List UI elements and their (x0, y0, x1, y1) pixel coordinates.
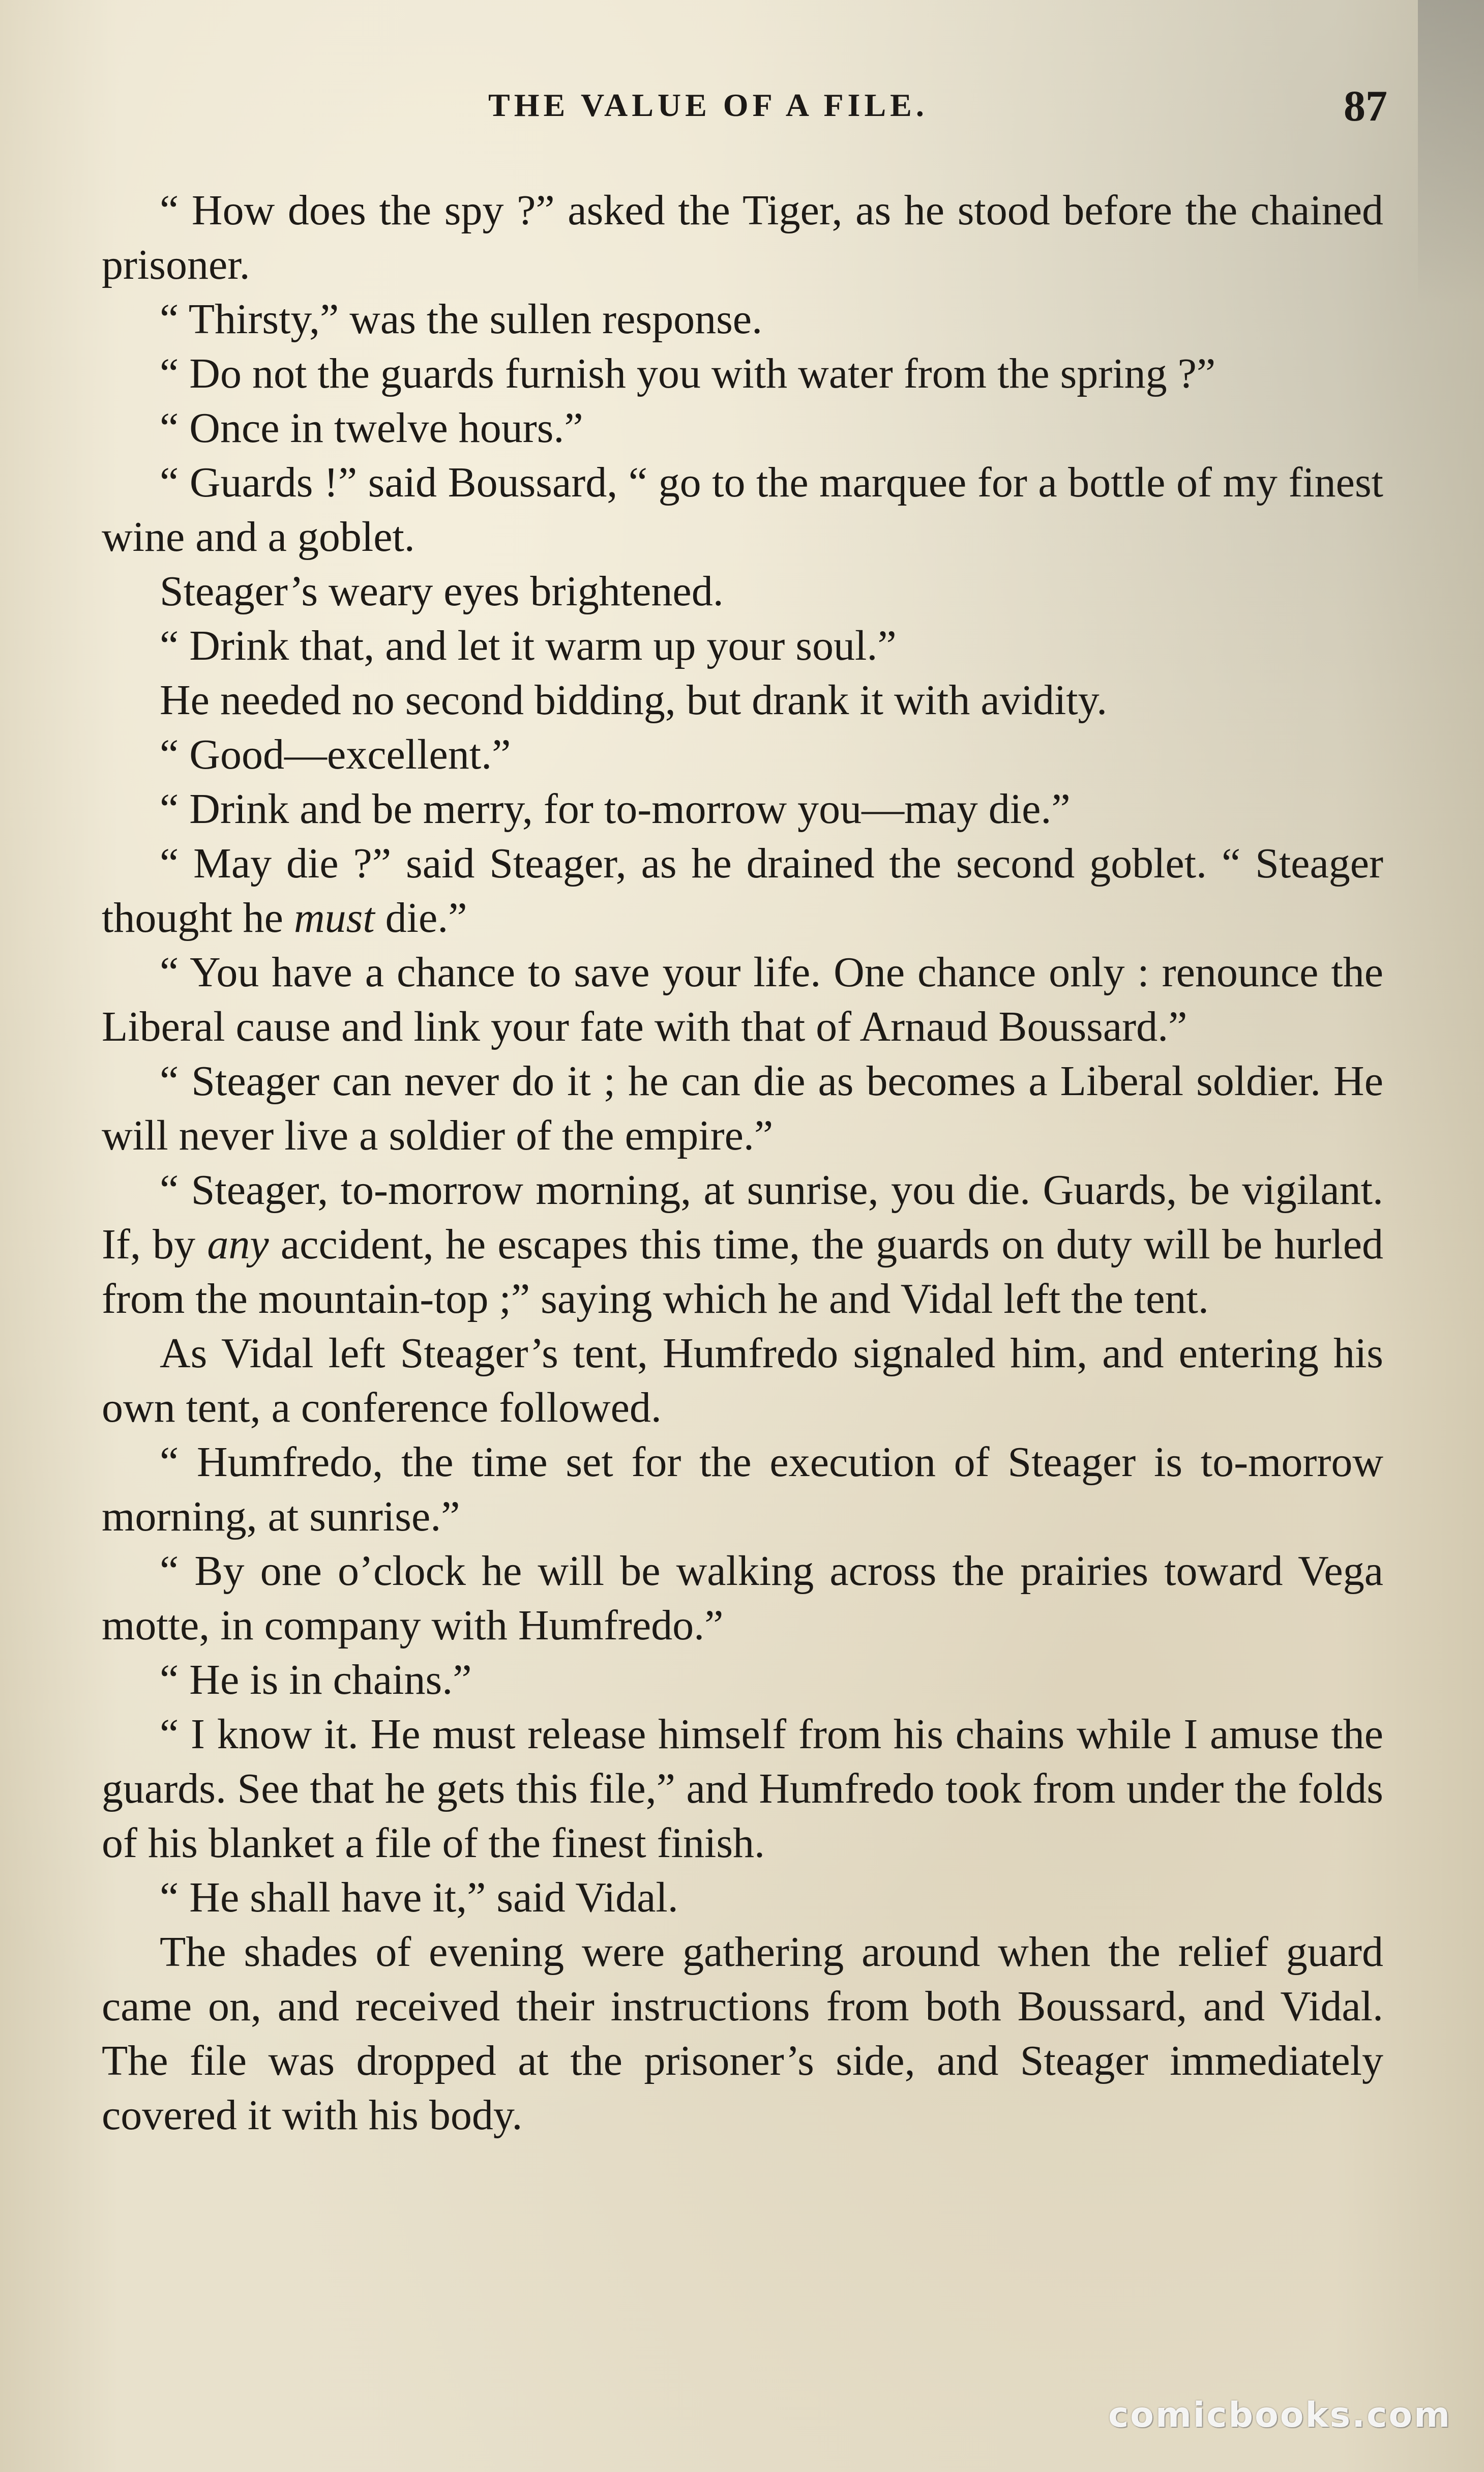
paragraph: “ May die ?” said Steager, as he drained the second goblet. “ Steager thought he must die.” (102, 840, 1383, 941)
paragraph: He needed no second bidding, but drank it with avidity. (160, 676, 1108, 724)
paragraph: “ Steager can never do it ; he can die as becomes a Liberal soldier. He will never live a soldier of the empire.” (102, 1057, 1383, 1159)
watermark: comicbooks.com (1108, 2395, 1451, 2435)
paragraph: “ You have a chance to save your life. One chance only : renounce the Liberal cause and link your fate with that of Arnaud Boussard.” (102, 949, 1383, 1050)
paragraph: “ Do not the guards furnish you with water from the spring ?” (160, 350, 1216, 397)
paragraph: “ Steager, to-morrow morning, at sunrise, you die. Guards, be vigilant. If, by any accident, he escapes this time, the guards on duty will be hurled from the mountain-top ;” saying which he and Vidal left the tent. (102, 1166, 1383, 1322)
paragraph: “ I know it. He must release himself from his chains while I amuse the guards. See that he gets this file,” and Humfredo took from under the folds of his blanket a file of the finest finish. (102, 1711, 1383, 1867)
emphasis: must (293, 894, 375, 941)
paragraph: As Vidal left Steager’s tent, Humfredo signaled him, and entering his own tent, a conference followed. (102, 1330, 1383, 1431)
paragraph: “ Drink and be merry, for to-morrow you—may die.” (160, 785, 1071, 833)
paragraph: “ He is in chains.” (160, 1656, 472, 1703)
paragraph: “ Guards !” said Boussard, “ go to the marquee for a bottle of my finest wine and a goblet. (102, 459, 1383, 561)
paragraph: “ Humfredo, the time set for the execution of Steager is to-morrow morning, at sunrise.” (102, 1438, 1383, 1540)
paragraph: “ Once in twelve hours.” (160, 404, 583, 452)
paragraph: The shades of evening were gathering around when the relief guard came on, and received their instructions from both Boussard, and Vidal. The file was dropped at the prisoner’s side, and Steager immediately covered it with his body. (102, 1928, 1383, 2139)
paragraph: “ By one o’clock he will be walking across the prairies toward Vega motte, in company with Humfredo.” (102, 1547, 1383, 1649)
page-number: 87 (1344, 81, 1387, 130)
paragraph: “ How does the spy ?” asked the Tiger, as he stood before the chained prisoner. (102, 187, 1383, 288)
paragraph: “ He shall have it,” said Vidal. (160, 1874, 678, 1921)
body-text (102, 183, 1383, 2142)
paragraph: “ Drink that, and let it warm up your soul.” (160, 622, 897, 669)
page-shadow (1418, 0, 1484, 305)
running-title: THE VALUE OF A FILE. (488, 87, 928, 123)
emphasis: any (207, 1221, 269, 1268)
paragraph: “ Good—excellent.” (160, 731, 511, 778)
paragraph: “ Thirsty,” was the sullen response. (160, 296, 763, 343)
paragraph: Steager’s weary eyes brightened. (160, 568, 724, 615)
